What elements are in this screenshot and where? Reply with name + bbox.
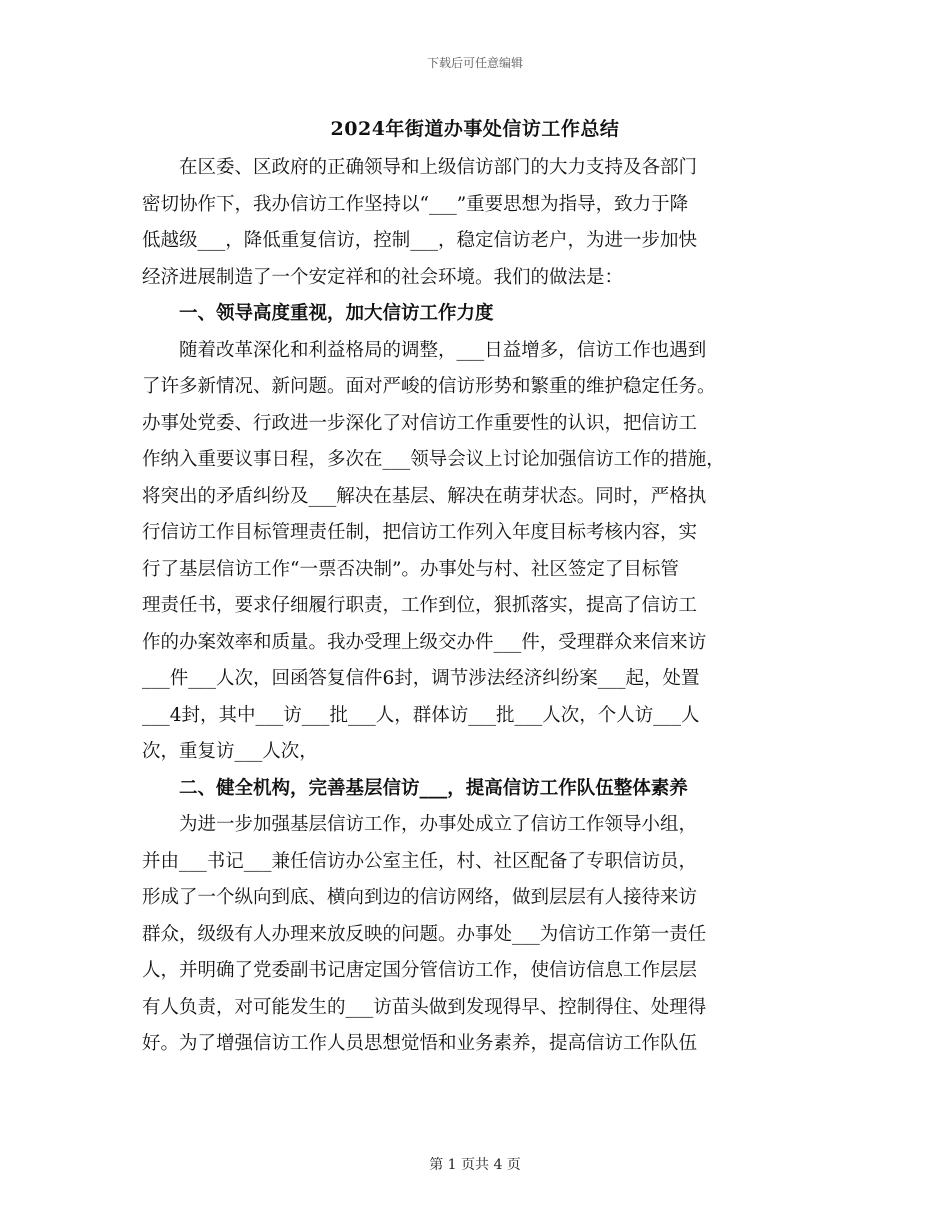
document-title: 2024年街道办事处信访工作总结 <box>330 118 620 140</box>
body-text-line: 密切协作下，我办信访工作坚持以“___”重要思想为指导，致力于降 <box>142 193 689 215</box>
document-body <box>142 150 812 1063</box>
body-text-line: 人，并明确了党委副书记唐定国分管信访工作，使信访信息工作层层 <box>142 960 698 981</box>
body-text-line: ___4封，其中___访___批___人，群体访___批___人次，个人访___人 <box>142 704 700 726</box>
body-text-line: 行信访工作目标管理责任制，把信访工作列入年度目标考核内容，实 <box>142 522 698 543</box>
body-text-line: 群众，级级有人办理来放反映的问题。办事处___为信访工作第一责任 <box>142 923 707 945</box>
page-header: 下载后可任意编辑 <box>426 56 523 70</box>
body-text-line: 了许多新情况、新问题。面对严峻的信访形势和繁重的维护稳定任务。 <box>142 376 716 397</box>
body-text-line: 办事处党委、行政进一步深化了对信访工作重要性的认识，把信访工 <box>142 412 698 434</box>
body-text-line: 将突出的矛盾纠纷及___解决在基层、解决在萌芽状态。同时，严格执 <box>142 485 707 507</box>
body-text-line: ___件___人次，回函答复信件6封，调节涉法经济纠纷案___起，处置 <box>142 668 700 689</box>
body-text-line: 有人负责，对可能发生的___访苗头做到发现得早、控制得住、处理得 <box>142 996 707 1018</box>
body-text-line: 在区委、区政府的正确领导和上级信访部门的大力支持及各部门 <box>142 157 698 178</box>
body-text-line: 低越级___，降低重复信访，控制___，稳定信访老户，为进一步加快 <box>142 230 698 251</box>
page-footer: 第 1 页共 4 页 <box>429 1157 521 1173</box>
section-heading: 一、领导高度重视，加大信访工作力度 <box>142 303 494 324</box>
body-text-line: 经济进展制造了一个安定祥和的社会环境。我们的做法是： <box>142 266 624 288</box>
body-text-line: 行了基层信访工作“一票否决制”。办事处与村、社区签定了目标管 <box>142 558 679 580</box>
body-text-line: 好。为了增强信访工作人员思想觉悟和业务素养，提高信访工作队伍 <box>142 1033 698 1054</box>
body-text-line: 作的办案效率和质量。我办受理上级交办件___件，受理群众来信来访 <box>142 631 707 653</box>
body-text-line: 为进一步加强基层信访工作，办事处成立了信访工作领导小组， <box>142 814 698 835</box>
body-text-line: 随着改革深化和利益格局的调整，___日益增多，信访工作也遇到 <box>142 339 707 361</box>
body-text-line: 并由___书记___兼任信访办公室主任，村、社区配备了专职信访员， <box>142 850 698 872</box>
body-text-line: 作纳入重要议事日程，多次在___领导会议上讨论加强信访工作的措施， <box>142 449 725 470</box>
body-text-line: 形成了一个纵向到底、横向到边的信访网络，做到层层有人接待来访 <box>142 887 698 908</box>
section-heading: 二、健全机构，完善基层信访___，提高信访工作队伍整体素养 <box>142 777 688 799</box>
body-text-line: 理责任书，要求仔细履行职责，工作到位，狠抓落实，提高了信访工 <box>142 595 698 616</box>
body-text-line: 次，重复访___人次， <box>142 741 318 762</box>
